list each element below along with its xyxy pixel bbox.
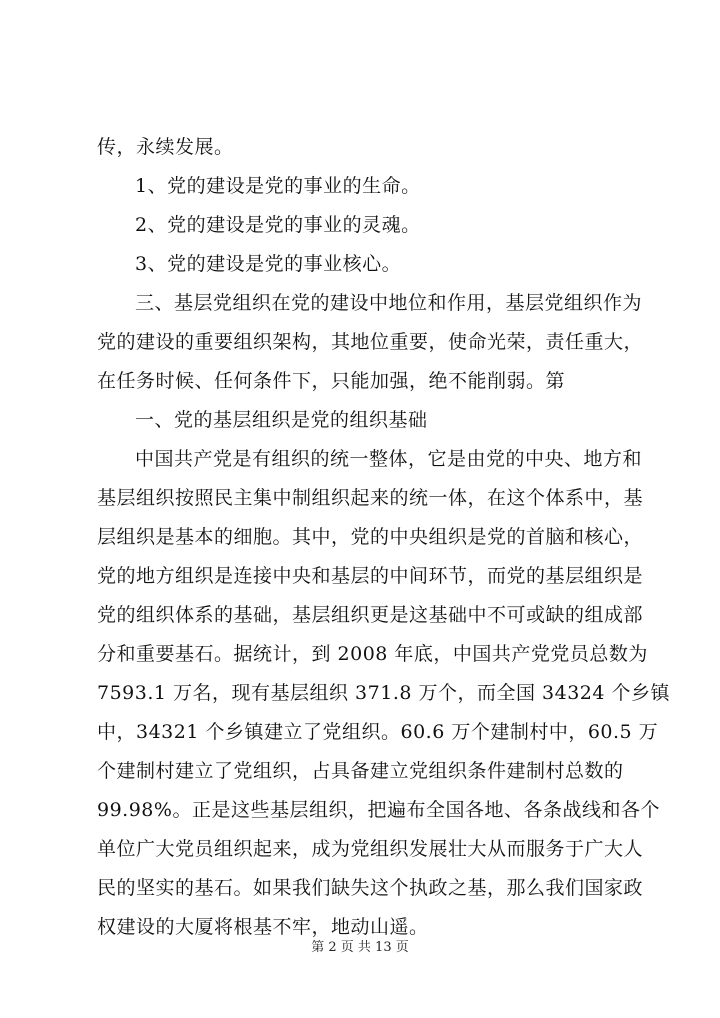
paragraph-line: 中国共产党是有组织的统一整体，它是由党的中央、地方和 (135, 448, 643, 470)
paragraph-line: 民的坚实的基石。如果我们缺失这个执政之基，那么我们国家政 (97, 877, 644, 899)
text-line: 党的建设的重要组织架构，其地位重要，使命光荣，责任重大， (97, 331, 644, 353)
paragraph-line: 权建设的大厦将根基不牢，地动山遥。 (97, 916, 429, 938)
list-item: 1、党的建设是党的事业的生命。 (135, 175, 421, 197)
paragraph-line: 党的组织体系的基础，基层组织更是这基础中不可或缺的组成部 (97, 604, 644, 626)
paragraph-line: 中，34321 个乡镇建立了党组织。60.6 万个建制村中，60.5 万 (97, 721, 659, 743)
section-heading: 三、基层党组织在党的建设中地位和作用，基层党组织作为 (135, 292, 643, 314)
list-item: 3、党的建设是党的事业核心。 (135, 253, 402, 275)
text-line: 在任务时候、任何条件下，只能加强，绝不能削弱。第 (97, 370, 566, 392)
paragraph-line: 个建制村建立了党组织，占具备建立党组织条件建制村总数的 (97, 760, 624, 782)
paragraph-line: 基层组织按照民主集中制组织起来的统一体，在这个体系中，基 (97, 487, 644, 509)
subsection-heading: 一、党的基层组织是党的组织基础 (135, 409, 428, 431)
paragraph-line: 党的地方组织是连接中央和基层的中间环节，而党的基层组织是 (97, 565, 644, 587)
paragraph-line: 99.98%。正是这些基层组织，把遍布全国各地、各条战线和各个 (97, 799, 660, 821)
page-footer: 第 2 页 共 13 页 (311, 940, 409, 955)
text-line: 传，永续发展。 (97, 136, 234, 158)
paragraph-line: 分和重要基石。据统计，到 2008 年底，中国共产党党员总数为 (97, 643, 648, 665)
body-text (97, 128, 671, 947)
paragraph-line: 单位广大党员组织起来，成为党组织发展壮大从而服务于广大人 (97, 838, 644, 860)
list-item: 2、党的建设是党的事业的灵魂。 (135, 214, 421, 236)
paragraph-line: 7593.1 万名，现有基层组织 371.8 万个，而全国 34324 个乡镇 (97, 682, 671, 704)
paragraph-line: 层组织是基本的细胞。其中，党的中央组织是党的首脑和核心， (97, 526, 644, 548)
